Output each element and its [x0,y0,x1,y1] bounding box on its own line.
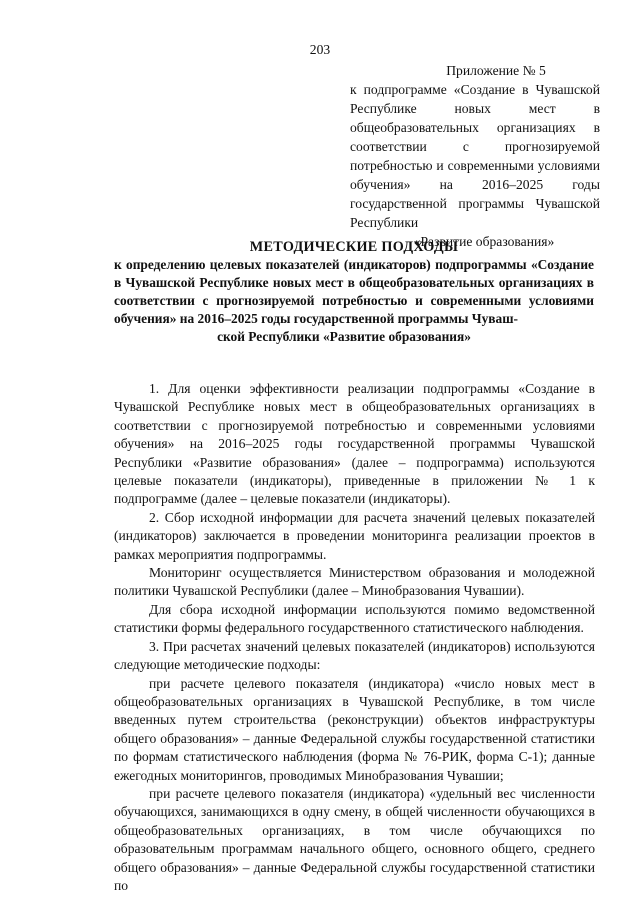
paragraph-7: при расчете целевого показателя (индикатора) «удельный вес численности обучающихся, занимающихся в одну смену, в общей численности обучающихся в общеобразовательных организациях, в том числе обучающихся по образовательным программам начального общего, основного общего, среднего общего образования» – данные Федеральной службы государственной статистики по [114,785,595,893]
paragraph-1: 1. Для оценки эффективности реализации подпрограммы «Создание в Чувашской Республике новых мест в общеобразовательных организациях в соответствии с прогнозируемой потребностью и современными условиями обучения» на 2016–2025 годы государственной программы Чувашской Республики «Развитие образования» (далее – подпрограмма) используются целевые показатели (индикаторы), приведенные в приложении № 1 к подпрограмме (далее – целевые показатели (индикаторы). [114,381,595,507]
body-text [114,380,595,895]
appendix-block [350,61,600,251]
paragraph-4: Для сбора исходной информации используются помимо ведомственной статистики формы федерального государственного статистического наблюдения. [114,601,595,636]
appendix-last-line: «Развитие образования» [413,234,555,249]
paragraph-2: 2. Сбор исходной информации для расчета значений целевых показателей (индикаторов) заключается в проведении мониторинга реализации проектов в рамках мероприятия подпрограммы. [114,509,595,562]
document-title [114,238,594,346]
page-number: 203 [309,42,331,57]
title-main: МЕТОДИЧЕСКИЕ ПОДХОДЫ [249,239,459,255]
appendix-heading: Приложение № 5 [446,63,546,78]
paragraph-3: Мониторинг осуществляется Министерством образования и молодежной политики Чувашской Республики (далее – Минобразования Чувашии). [114,565,595,599]
title-last-line: ской Республики «Развитие образования» [217,329,471,344]
title-body: к определению целевых показателей (индикаторов) подпрограммы «Создание в Чувашской Республике новых мест в общеобразовательных организациях в соответствии с прогнозируемой потребностью и современными условиями обучения» на 2016–2025 годы государственной программы Чуваш- [114,257,594,326]
paragraph-6: при расчете целевого показателя (индикатора) «число новых мест в общеобразовательных организациях в Чувашской Республике, в том числе введенных путем строительства (реконструкции) объектов инфраструктуры общего образования» – данные Федеральной службы государственной статистики по формам статистического наблюдения (форма № 76-РИК, форма С-1); данные ежегодных мониторингов, проводимых Минобразования Чувашии; [114,675,595,783]
appendix-text: к подпрограмме «Создание в Чувашской Республике новых мест в общеобразовательных организациях в соответствии с прогнозируемой потребностью и современными условиями обучения» на 2016–2025 годы государственной программы Чувашской Республики [350,82,600,230]
paragraph-5: 3. При расчетах значений целевых показателей (индикаторов) используются следующие методические подходы: [114,638,595,673]
